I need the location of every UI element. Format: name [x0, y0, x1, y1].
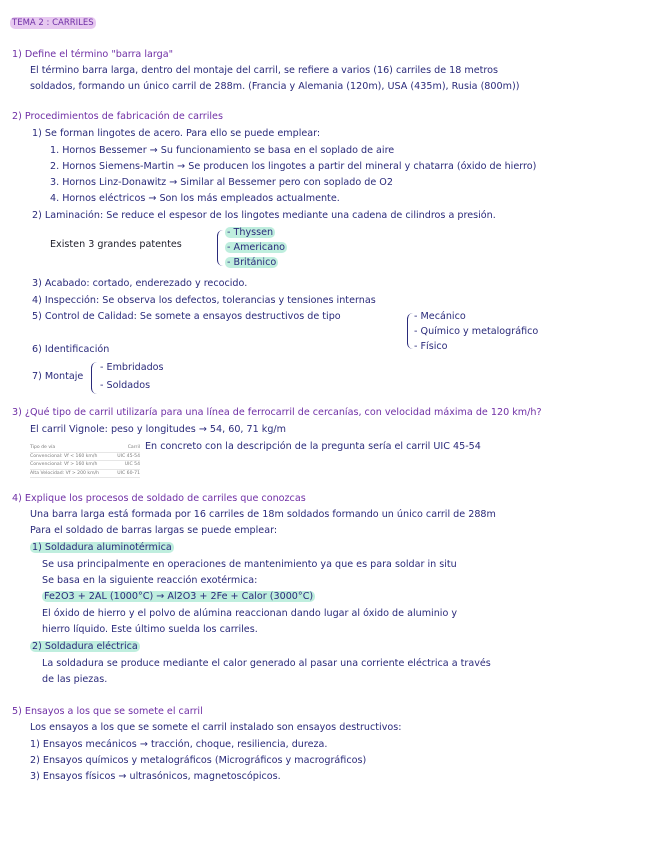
q2-step4: 4) Inspección: Se observa los defectos, tolerancias y tensiones internas — [32, 295, 376, 306]
q5-heading: 5) Ensayos a los que se somete el carril — [12, 706, 203, 717]
patent-item — [225, 227, 275, 239]
test-fisico: - Físico — [414, 341, 448, 352]
q1-line2: soldados, formando un único carril de 288m. (Francia y Alemania (120m), USA (435m), Rusia (800m)) — [30, 81, 520, 92]
table-row — [30, 453, 140, 462]
test-item-1: 1) Ensayos mecánicos → tracción, choque, resiliencia, dureza. — [30, 739, 328, 750]
q3-line1: El carril Vignole: peso y longitudes → 54, 60, 71 kg/m — [30, 424, 287, 435]
table-cell: Convencional: Vf > 160 km/h — [30, 462, 98, 467]
q2-step5: 5) Control de Calidad: Se somete a ensayos destructivos de tipo — [32, 311, 341, 322]
weld-1-text-c: El óxido de hierro y el polvo de alúmina reaccionan dando lugar al óxido de aluminio y — [42, 608, 458, 619]
test-quimico: - Químico y metalográfico — [414, 326, 539, 337]
patent-britanico: - Británico — [227, 257, 277, 268]
q5-line1: Los ensayos a los que se somete el carril instalado son ensayos destructivos: — [30, 722, 402, 733]
q2-step3: 3) Acabado: cortado, enderezado y recocido. — [32, 278, 248, 289]
test-item-3: 3) Ensayos físicos → ultrasónicos, magnetoscópicos. — [30, 771, 281, 782]
weld-1-title-wrap — [30, 542, 174, 554]
q2-heading: 2) Procedimientos de fabricación de carriles — [12, 111, 223, 122]
test-mecanico: - Mecánico — [414, 311, 466, 322]
table-row — [30, 461, 140, 470]
weld-2-text-a: La soldadura se produce mediante el calor generado al pasar una corriente eléctrica a través — [42, 658, 491, 669]
rail-type-table — [30, 444, 140, 478]
weld-1-title: 1) Soldadura aluminotérmica — [32, 542, 172, 553]
weld-2-title-wrap — [30, 641, 140, 653]
table-cell: UIC 60-71 — [117, 470, 140, 476]
reaction-wrap — [42, 591, 315, 603]
tests-brace — [407, 313, 414, 349]
montaje-brace — [91, 362, 98, 394]
table-cell: UIC 45-54 — [117, 453, 140, 459]
page-title: TEMA 2 : CARRILES — [12, 18, 94, 28]
table-cell: Convencional: Vf < 160 km/h — [30, 453, 98, 459]
weld-1-text-a: Se usa principalmente en operaciones de mantenimiento ya que es para soldar in situ — [42, 559, 457, 570]
q2-step6: 6) Identificación — [32, 344, 110, 355]
q2-step1: 1) Se forman lingotes de acero. Para ello se puede emplear: — [32, 128, 321, 139]
patents-label: Existen 3 grandes patentes — [50, 239, 182, 250]
q4-line1: Una barra larga está formada por 16 carriles de 18m soldados formando un único carril de 288m — [30, 509, 496, 520]
oven-item-3: 3. Hornos Linz-Donawitz → Similar al Bessemer pero con soplado de O2 — [50, 177, 393, 188]
montaje-embridados: - Embridados — [100, 362, 164, 373]
table-row — [30, 470, 140, 479]
table-header: Carril — [127, 445, 140, 450]
q4-line2: Para el soldado de barras largas se puede emplear: — [30, 525, 278, 536]
patent-thyssen: - Thyssen — [227, 227, 274, 238]
table-cell: Alta Velocidad: Vf > 200 km/h — [30, 470, 100, 476]
oven-item-2: 2. Hornos Siemens-Martin → Se producen los lingotes a partir del mineral y chatarra (óxido de hierro) — [50, 161, 537, 172]
weld-2-text-b: de las piezas. — [42, 674, 108, 685]
oven-item-4: 4. Hornos eléctricos → Son los más empleados actualmente. — [50, 193, 340, 204]
weld-1-text-b: Se basa en la siguiente reacción exotérmica: — [42, 575, 258, 586]
patent-item — [225, 257, 278, 269]
test-item-2: 2) Ensayos químicos y metalográficos (Micrográficos y macrográficos) — [30, 755, 367, 766]
patents-brace — [217, 230, 224, 266]
montaje-soldados: - Soldados — [100, 380, 151, 391]
table-header: Tipo de vía — [30, 445, 56, 450]
q3-heading: 3) ¿Qué tipo de carril utilizaría para una línea de ferrocarril de cercanías, con velocidad máxima de 120 km/h? — [12, 407, 542, 418]
patent-americano: - Americano — [227, 242, 286, 253]
weld-1-text-d: hierro líquido. Este último suelda los carriles. — [42, 624, 258, 635]
oven-item-1: 1. Hornos Bessemer → Su funcionamiento se basa en el soplado de aire — [50, 145, 395, 156]
weld-1-reaction: Fe2O3 + 2AL (1000°C) → Al2O3 + 2Fe + Calor (3000°C) — [44, 591, 314, 602]
patent-item — [225, 242, 287, 254]
q4-heading: 4) Explique los procesos de soldado de carriles que conozcas — [12, 493, 306, 504]
q1-heading: 1) Define el término "barra larga" — [12, 49, 174, 60]
q3-line2: En concreto con la descripción de la pregunta sería el carril UIC 45-54 — [145, 441, 481, 452]
weld-2-title: 2) Soldadura eléctrica — [32, 641, 138, 652]
table-cell: UIC 54 — [124, 462, 140, 467]
q1-line1: El término barra larga, dentro del montaje del carril, se refiere a varios (16) carriles de 18 metros — [30, 65, 499, 76]
q2-step2: 2) Laminación: Se reduce el espesor de los lingotes mediante una cadena de cilindros a presión. — [32, 210, 496, 221]
q2-step7: 7) Montaje — [32, 371, 84, 382]
table-header-row — [30, 444, 140, 453]
